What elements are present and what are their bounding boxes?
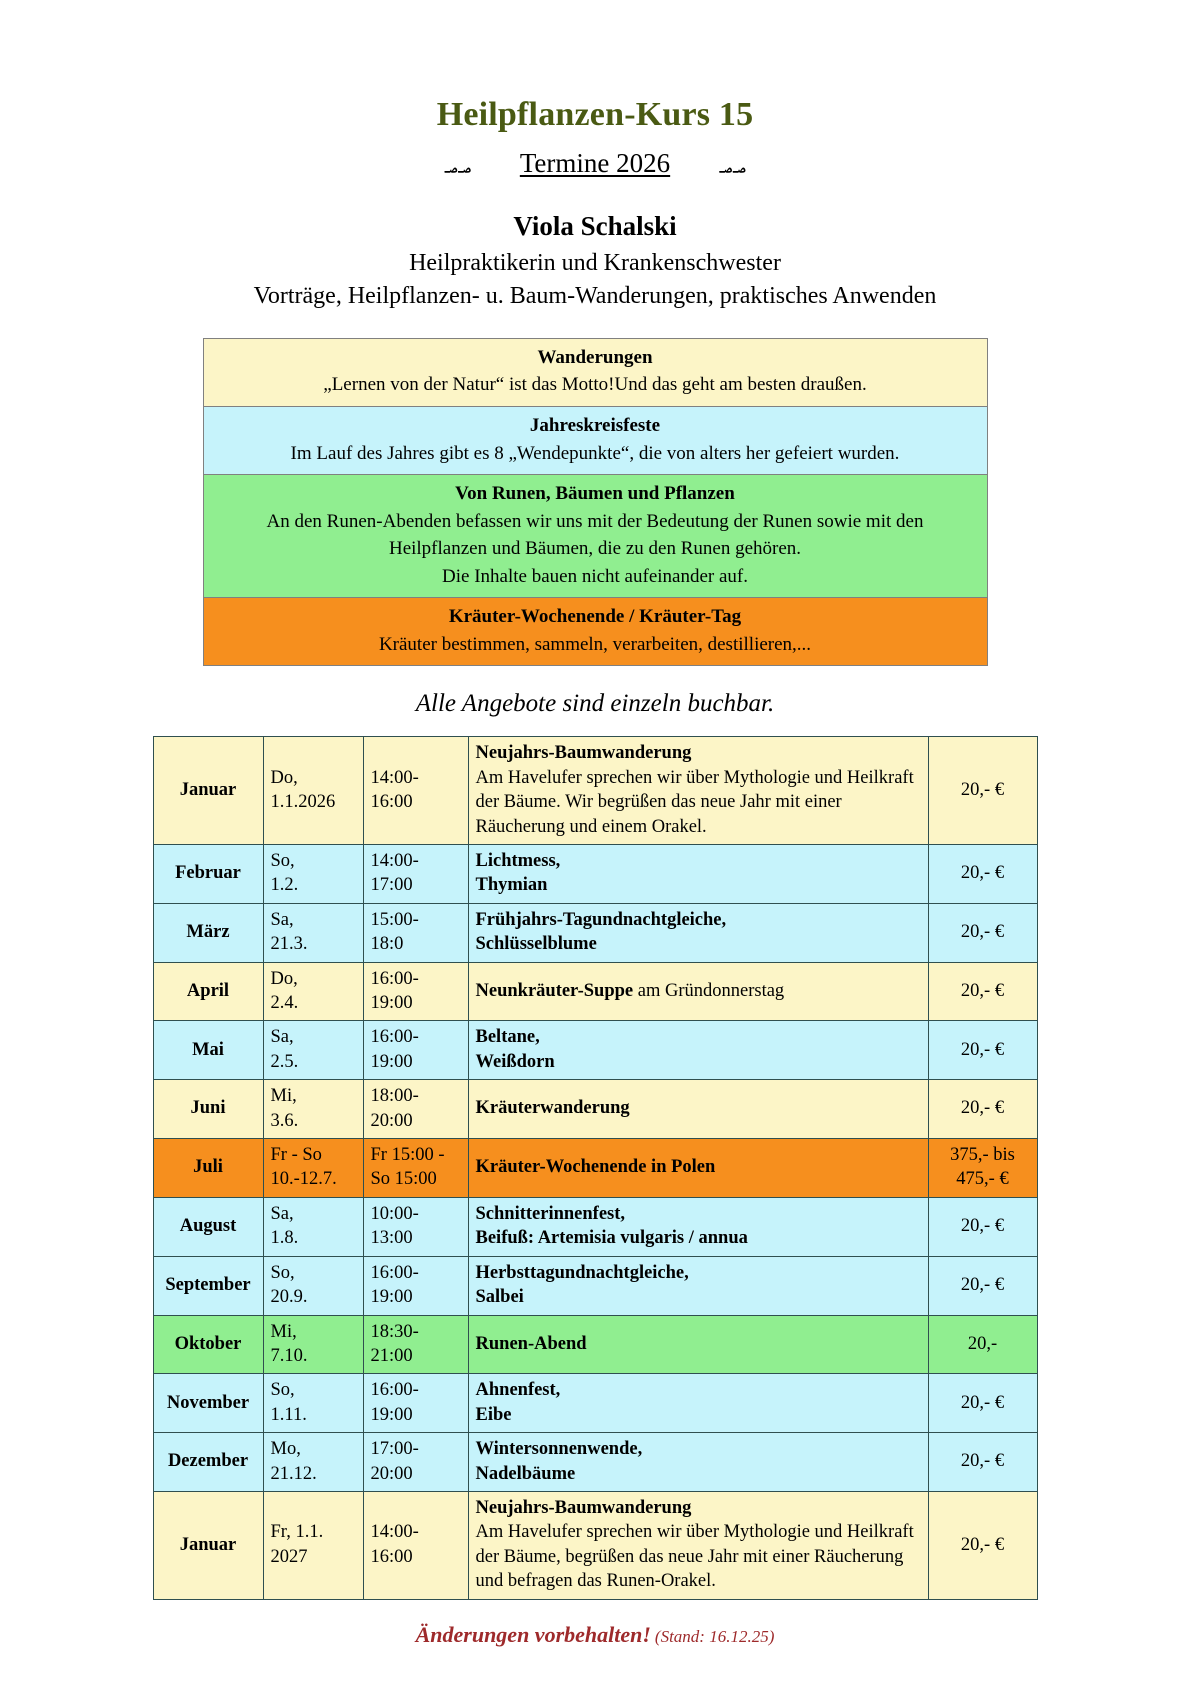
info-box <box>204 339 987 407</box>
table-row <box>153 962 1037 1021</box>
description-title: Wintersonnenwende, Nadelbäume <box>475 1439 643 1484</box>
cell-time: 16:00- 19:00 <box>363 1374 468 1433</box>
cell-price: 20,- € <box>928 1491 1037 1599</box>
info-box-line: „Lernen von der Natur“ ist das Motto!Und das geht am besten draußen. <box>323 374 867 396</box>
cell-date: Mo, 21.12. <box>263 1433 363 1492</box>
cell-time: 14:00- 17:00 <box>363 845 468 904</box>
table-row <box>153 1374 1037 1433</box>
cell-description <box>468 1080 928 1139</box>
cell-date: Do, 2.4. <box>263 962 363 1021</box>
description-title: Beltane, Weißdorn <box>475 1027 555 1072</box>
footer-stand-date: (Stand: 16.12.25) <box>654 1626 775 1646</box>
table-row <box>153 1256 1037 1315</box>
cell-date: So, 20.9. <box>263 1256 363 1315</box>
cell-price: 20,- € <box>928 903 1037 962</box>
table-row <box>153 1491 1037 1599</box>
info-box-line: Im Lauf des Jahres gibt es 8 „Wendepunkte“, die von alters her gefeiert wurden. <box>290 442 900 464</box>
description-title: Neujahrs-Baumwanderung <box>475 743 692 764</box>
table-row <box>153 1315 1037 1374</box>
cell-date: Fr, 1.1. 2027 <box>263 1491 363 1599</box>
cell-description <box>468 1021 928 1080</box>
table-row <box>153 1139 1037 1198</box>
cell-price: 20,- € <box>928 1256 1037 1315</box>
author-activities: Vorträge, Heilpflanzen- u. Baum-Wanderungen, praktisches Anwenden <box>253 282 937 309</box>
cell-month: Februar <box>153 845 263 904</box>
cell-date: So, 1.2. <box>263 845 363 904</box>
description-body: Am Havelufer sprechen wir über Mythologie und Heilkraft der Bäume. Wir begrüßen das neue Jahr mit einer Räucherung und einem Orakel. <box>475 767 914 837</box>
table-row <box>153 845 1037 904</box>
cell-month: März <box>153 903 263 962</box>
author-role: Heilpraktikerin und Krankenschwester <box>409 249 781 276</box>
cell-time: 17:00- 20:00 <box>363 1433 468 1492</box>
description-title: Runen-Abend <box>475 1333 587 1354</box>
cell-time: 14:00- 16:00 <box>363 737 468 845</box>
description-title: Neujahrs-Baumwanderung <box>475 1497 692 1518</box>
cell-description <box>468 1491 928 1599</box>
info-box <box>204 407 987 475</box>
info-box-title: Kräuter-Wochenende / Kräuter-Tag <box>448 606 742 628</box>
cell-time: 16:00- 19:00 <box>363 1021 468 1080</box>
info-box-title: Von Runen, Bäumen und Pflanzen <box>455 483 735 505</box>
cell-month: April <box>153 962 263 1021</box>
info-box-title: Jahreskreisfeste <box>529 415 661 436</box>
cell-month: Mai <box>153 1021 263 1080</box>
termine-heading-row <box>100 147 1090 179</box>
booking-note: Alle Angebote sind einzeln buchbar. <box>415 690 775 718</box>
table-row <box>153 1080 1037 1139</box>
cell-month: Januar <box>153 737 263 845</box>
cell-description <box>468 962 928 1021</box>
description-title: Ahnenfest, Eibe <box>475 1380 561 1425</box>
cell-date: Mi, 7.10. <box>263 1315 363 1374</box>
cell-month: Juni <box>153 1080 263 1139</box>
table-row <box>153 737 1037 845</box>
cell-time: 10:00- 13:00 <box>363 1197 468 1256</box>
cell-time: 18:00- 20:00 <box>363 1080 468 1139</box>
cell-time: 16:00- 19:00 <box>363 962 468 1021</box>
cell-date: Do, 1.1.2026 <box>263 737 363 845</box>
cell-description <box>468 737 928 845</box>
cell-price: 20,- € <box>928 1197 1037 1256</box>
cell-price: 20,- € <box>928 1433 1037 1492</box>
footer-changes-reserved: Änderungen vorbehalten! <box>415 1621 651 1647</box>
cell-time: 14:00- 16:00 <box>363 1491 468 1599</box>
info-box-line: Kräuter bestimmen, sammeln, verarbeiten, destillieren,... <box>378 633 812 655</box>
table-row <box>153 1021 1037 1080</box>
termine-label: Termine 2026 <box>519 148 671 179</box>
cell-description <box>468 1197 928 1256</box>
cell-price: 20,- € <box>928 1021 1037 1080</box>
table-row <box>153 1197 1037 1256</box>
cell-price: 20,- <box>928 1315 1037 1374</box>
schedule-table <box>153 736 1038 1599</box>
cell-price: 20,- € <box>928 737 1037 845</box>
author-name: Viola Schalski <box>513 210 677 241</box>
cell-description <box>468 1374 928 1433</box>
cell-price: 20,- € <box>928 1080 1037 1139</box>
page-title: Heilpflanzen-Kurs 15 <box>436 96 754 133</box>
cell-date: So, 1.11. <box>263 1374 363 1433</box>
cell-month: Januar <box>153 1491 263 1599</box>
cell-date: Sa, 21.3. <box>263 903 363 962</box>
info-box-line: Die Inhalte bauen nicht aufeinander auf. <box>442 565 748 587</box>
info-box <box>204 475 987 598</box>
cell-date: Mi, 3.6. <box>263 1080 363 1139</box>
ornament-right-icon: ؃؃ <box>718 150 746 177</box>
description-body: am Gründonnerstag <box>633 980 785 1001</box>
cell-price: 20,- € <box>928 845 1037 904</box>
footer-note <box>100 1622 1090 1648</box>
cell-month: Dezember <box>153 1433 263 1492</box>
info-box-line: Heilpflanzen und Bäumen, die zu den Runen gehören. <box>388 538 802 560</box>
description-body: Am Havelufer sprechen wir über Mythologie und Heilkraft der Bäume, begrüßen das neue Jahr mit einer Räucherung und befragen das Runen-Orakel. <box>475 1522 914 1592</box>
ornament-left-icon: ؃؃ <box>444 150 472 177</box>
description-title: Schnitterinnenfest, Beifuß: Artemisia vulgaris / annua <box>475 1203 748 1249</box>
info-box-list <box>203 338 988 666</box>
cell-date: Sa, 2.5. <box>263 1021 363 1080</box>
cell-price: 20,- € <box>928 1374 1037 1433</box>
cell-description <box>468 1433 928 1492</box>
cell-description <box>468 1139 928 1198</box>
description-title: Kräuter-Wochenende in Polen <box>475 1157 716 1178</box>
info-box-title: Wanderungen <box>537 346 653 368</box>
cell-description <box>468 845 928 904</box>
cell-time: 16:00- 19:00 <box>363 1256 468 1315</box>
description-title: Frühjahrs-Tagundnachtgleiche, Schlüsselblume <box>475 909 727 955</box>
cell-month: August <box>153 1197 263 1256</box>
cell-description <box>468 1256 928 1315</box>
description-title: Lichtmess, Thymian <box>475 851 561 896</box>
description-title: Neunkräuter-Suppe <box>475 980 634 1001</box>
cell-month: Oktober <box>153 1315 263 1374</box>
cell-month: September <box>153 1256 263 1315</box>
cell-time: 18:30- 21:00 <box>363 1315 468 1374</box>
cell-time: 15:00- 18:0 <box>363 903 468 962</box>
cell-month: Juli <box>153 1139 263 1198</box>
cell-description <box>468 1315 928 1374</box>
table-row <box>153 903 1037 962</box>
table-row <box>153 1433 1037 1492</box>
cell-price: 20,- € <box>928 962 1037 1021</box>
cell-price: 375,- bis 475,- € <box>928 1139 1037 1198</box>
cell-time: Fr 15:00 - So 15:00 <box>363 1139 468 1198</box>
cell-date: Sa, 1.8. <box>263 1197 363 1256</box>
cell-description <box>468 903 928 962</box>
info-box <box>204 598 987 666</box>
cell-month: November <box>153 1374 263 1433</box>
cell-date: Fr - So 10.-12.7. <box>263 1139 363 1198</box>
description-title: Herbsttagundnachtgleiche, Salbei <box>475 1262 689 1308</box>
info-box-line: An den Runen-Abenden befassen wir uns mit der Bedeutung der Runen sowie mit den <box>266 510 924 532</box>
description-title: Kräuterwanderung <box>475 1098 630 1119</box>
